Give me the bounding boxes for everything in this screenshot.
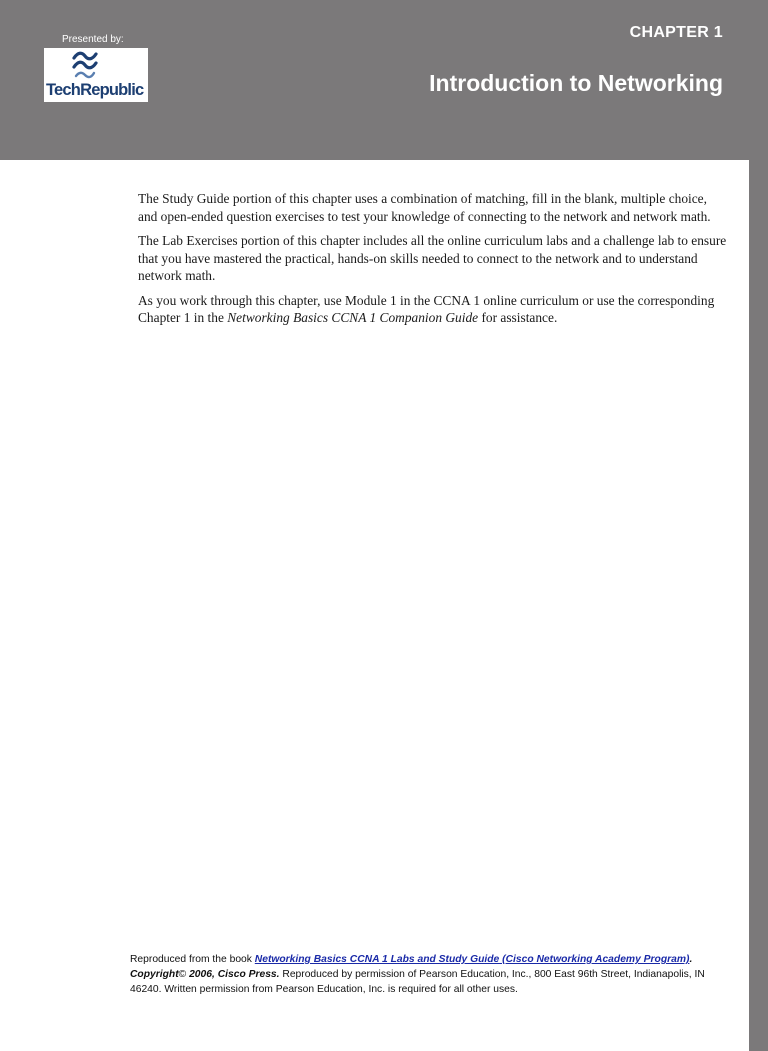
resources-text-end: for assistance. [478,310,558,325]
book-link[interactable]: Networking Basics CCNA 1 Labs and Study Guide (Cisco Networking Academy Program) [254,954,690,965]
intro-paragraph-study-guide: The Study Guide portion of this chapter uses a combination of matching, fill in the blank, multiple choice, and open-ended question exercises to test your knowledge of connecting to the network and network math. [138,191,711,224]
presented-by-label: Presented by: [62,34,124,45]
copyright-notice [130,953,720,997]
chapter-intro [138,190,728,334]
logo-wordmark: TechRepublic [46,81,144,99]
footer-prefix: Reproduced from the book [130,954,255,965]
footer-copyright-label: . Copyright [130,954,693,980]
chapter-number: CHAPTER 1 [629,24,723,41]
intro-paragraph-resources [138,292,728,327]
intro-paragraph-lab-exercises: The Lab Exercises portion of this chapter includes all the online curriculum labs and a challenge lab to ensure that you have mastered the practical, hands-on skills needed to connect to the network and to understand network math. [138,233,727,283]
chapter-title: Introduction to Networking [429,70,723,96]
techrepublic-logo[interactable] [44,48,148,102]
resources-text-start: As you work through this chapter, use Module 1 in the CCNA 1 online curriculum or use the corresponding Chapter 1 in the [138,292,715,325]
footer-copyright-year: 2006, Cisco Press. [186,968,280,980]
companion-guide-title: Networking Basics CCNA 1 Companion Guide [227,310,479,325]
footer-permission-text: Reproduced by permission of Pearson Education, Inc., 800 East 96th Street, Indianapolis, IN 46240. Written permission from Pearson Education, Inc. is required for all other uses. [130,968,705,995]
page-edge-strip [749,160,768,1051]
copyright-symbol: © [178,968,187,980]
